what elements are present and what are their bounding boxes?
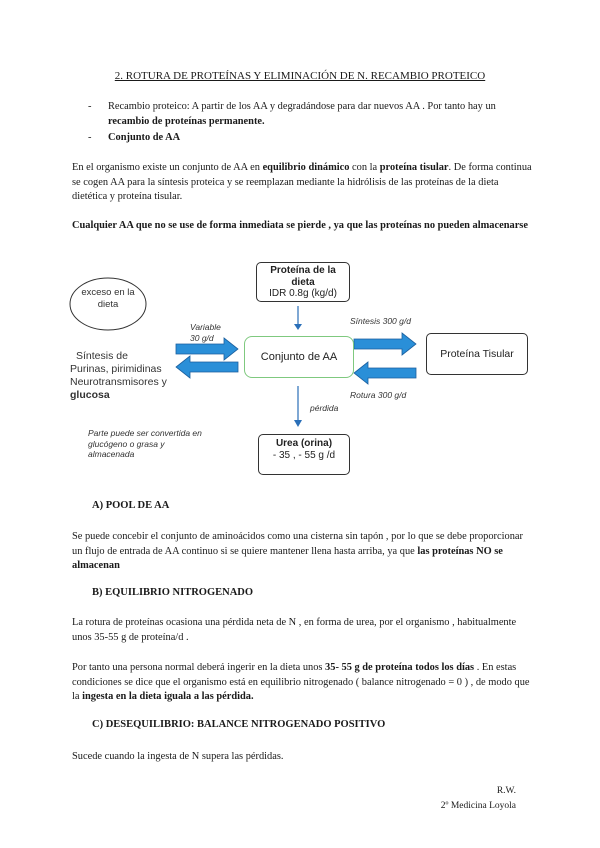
nota-line-2: glucógeno o grasa y bbox=[88, 438, 165, 449]
section-a-bold: las proteínas NO se almacenan bbox=[72, 545, 503, 571]
section-b-bold-1: 35- 55 g de proteína todos los días bbox=[325, 662, 475, 673]
section-a-paragraph bbox=[72, 530, 532, 574]
sintesis-line-3: Neurotransmisores y bbox=[70, 376, 167, 388]
intro-text-1: En el organismo existe un conjunto de AA en bbox=[72, 162, 263, 173]
sintesis-line-2: Purinas, pirimidinas bbox=[70, 363, 162, 375]
page-title: 2. ROTURA DE PROTEÍNAS Y ELIMINACIÓN DE N. RECAMBIO PROTEICO bbox=[114, 70, 486, 82]
exceso-label: exceso en la dieta bbox=[81, 287, 135, 310]
arrow-left-left-side bbox=[176, 356, 238, 378]
proteina-dieta-title: Proteína de la dieta bbox=[270, 265, 336, 288]
section-b-paragraph-1: La rotura de proteínas ocasiona una pérdida neta de N , en forma de urea, por el organismo , habitualmente unos 35-55 g de proteína/d . bbox=[72, 617, 517, 643]
section-a-text: Se puede concebir el conjunto de aminoácidos como una cisterna sin tapón , por lo que se debe proporcionar un flujo de entrada de AA continuo si se quiere mantener llena hasta arriba, ya que bbox=[72, 531, 523, 557]
rotura-right-label: Rotura 300 g/d bbox=[350, 390, 407, 400]
variable-line-1: Variable bbox=[190, 322, 221, 332]
intro-text-3: . De forma continua se cogen AA para la síntesis proteica y se reemplazan mediante la hidrólisis de las proteínas de la dieta dietética y proteína tisular. bbox=[72, 162, 532, 202]
section-a-heading: A) POOL DE AA bbox=[92, 500, 170, 511]
nota-almacenada bbox=[88, 428, 202, 460]
section-b-bold-2: ingesta en la dieta iguala a las pérdida. bbox=[82, 691, 254, 702]
proteina-dieta-idr: IDR 0.8g (kg/d) bbox=[269, 288, 337, 299]
section-b-paragraph-2 bbox=[72, 661, 532, 705]
bullet-dash: - bbox=[88, 101, 92, 112]
bullet-conjunto bbox=[88, 130, 538, 146]
sintesis-left-label bbox=[70, 350, 167, 402]
section-c-heading: C) DESEQUILIBRIO: BALANCE NITROGENADO POSITIVO bbox=[92, 719, 386, 730]
conjunto-aa-box: Conjunto de AA bbox=[244, 336, 354, 378]
variable-label bbox=[190, 322, 221, 344]
intro-paragraph bbox=[72, 161, 532, 205]
variable-line-2: 30 g/d bbox=[190, 333, 214, 343]
sintesis-line-1: Síntesis de bbox=[76, 350, 128, 362]
bullet-text: Recambio proteico: A partir de los AA y degradándose para dar nuevos AA . Por tanto hay un bbox=[108, 101, 496, 112]
intro-bold-2: proteína tisular bbox=[379, 162, 449, 173]
section-b-text-2: . En estas condiciones se dice que el organismo está en equilibrio nitrogenado ( balance nitrogenado = 0 ) , de modo que la bbox=[72, 662, 530, 702]
proteina-dieta-box bbox=[256, 262, 350, 302]
section-c-paragraph: Sucede cuando la ingesta de N supera las pérdidas. bbox=[72, 751, 284, 762]
urea-amount: - 35 , - 55 g /d bbox=[272, 450, 336, 461]
bullet-bold: recambio de proteínas permanente. bbox=[108, 116, 265, 127]
nota-line-3: almacenada bbox=[88, 449, 135, 459]
footer-course: 2º Medicina Loyola bbox=[440, 801, 516, 811]
urea-title: Urea (orina) bbox=[275, 438, 333, 449]
arrow-down-urea bbox=[294, 420, 302, 427]
nota-line-1: Parte puede ser convertida en bbox=[88, 428, 202, 438]
urea-box bbox=[258, 434, 350, 475]
highlight-statement: Cualquier AA que no se use de forma inmediata se pierde , ya que las proteínas no pueden almacenarse bbox=[72, 220, 528, 231]
arrow-left-right-side bbox=[354, 362, 416, 384]
aa-pool-diagram bbox=[66, 260, 536, 480]
bullet-recambio bbox=[88, 99, 538, 131]
bullet-dash: - bbox=[88, 132, 92, 143]
arrow-down-dieta bbox=[294, 324, 302, 330]
bullet-bold: Conjunto de AA bbox=[108, 132, 181, 143]
sintesis-line-4: glucosa bbox=[70, 389, 110, 401]
section-b-text-1: Por tanto una persona normal deberá ingerir en la dieta unos bbox=[72, 662, 326, 673]
footer-initials: R.W. bbox=[496, 786, 516, 796]
intro-text-2: con la bbox=[349, 162, 380, 173]
arrow-right-right-side bbox=[354, 333, 416, 355]
sintesis-right-label: Síntesis 300 g/d bbox=[350, 316, 411, 326]
proteina-tisular-box: Proteína Tisular bbox=[426, 333, 528, 375]
intro-bold-1: equilibrio dinámico bbox=[262, 162, 350, 173]
perdida-label: pérdida bbox=[310, 403, 339, 413]
section-b-heading: B) EQUILIBRIO NITROGENADO bbox=[92, 587, 254, 598]
